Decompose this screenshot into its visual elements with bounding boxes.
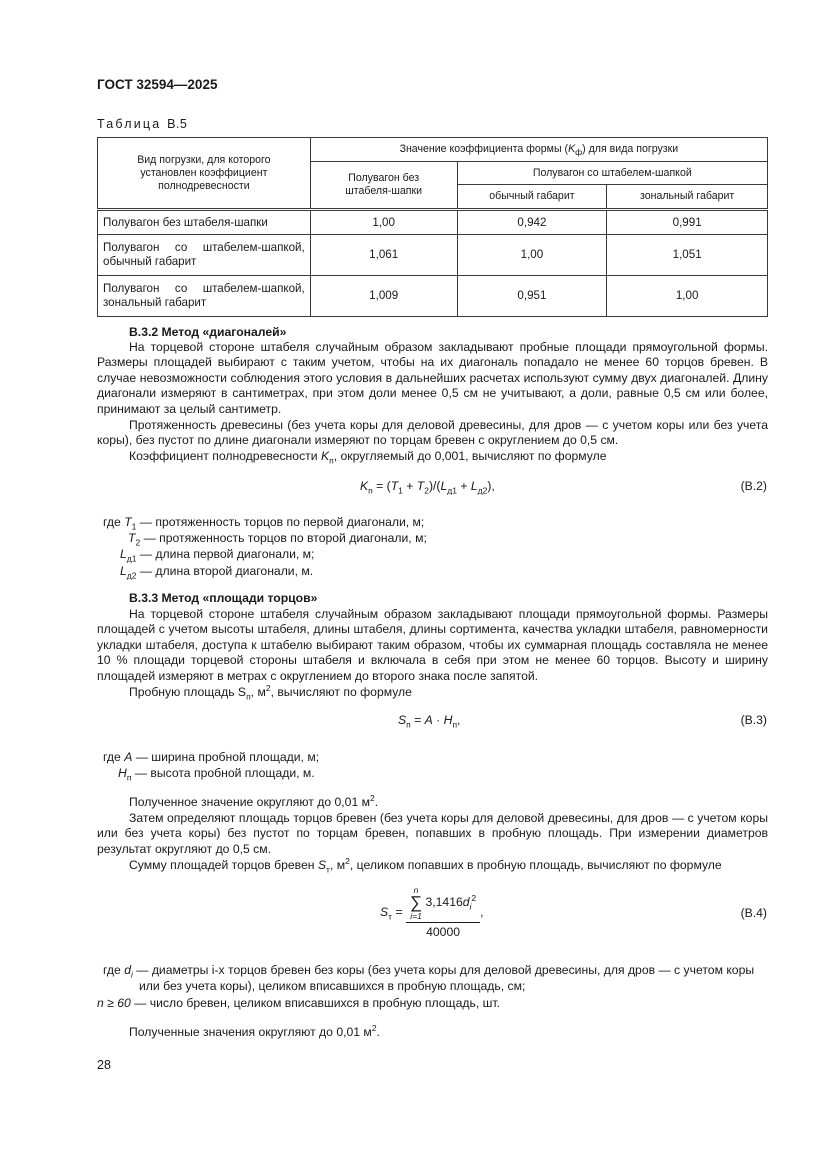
- subgroup-header-with-cap: Полувагон со штабелем-шапкой: [457, 162, 767, 185]
- form-coefficient-table: [97, 137, 768, 317]
- formula-b4: $S_т$ = n ∑ i=1 $3,1416d_i^2$ 40000 ,: [380, 885, 484, 939]
- cell-value: 0,942: [457, 210, 607, 235]
- row-label: Полувагон со штабелем-шапкой, зональный габарит: [98, 276, 311, 317]
- where-item: где $d_i$ — диаметры i-х торцов бревен без коры (без учета коры для деловой древесины, для дров — с учетом коры: [103, 963, 755, 980]
- formula-b2: $K_п = (T_1 + T_2)/(L_{д1} + L_{д2})$,: [360, 479, 495, 496]
- paragraph: Протяженность древесины (без учета коры для деловой древесины, для дров — с учетом коры или без учета коры), без пустот по длине диагонали измеряют по торцам бревен с округлением до 0,5 см.: [97, 418, 768, 448]
- formula-number: (В.3): [740, 713, 767, 727]
- cell-value: 1,051: [607, 235, 768, 276]
- table-row: [98, 210, 768, 235]
- col-header-loading-type: Вид погрузки, для которого установлен коэффициент полнодревесности: [98, 138, 311, 210]
- paragraph: Сумму площадей торцов бревен $S_т$, $м^2$, целиком попавших в пробную площадь, вычисляют по формуле: [129, 855, 722, 875]
- table-row: [98, 276, 768, 317]
- cell-value: 1,061: [310, 235, 457, 276]
- sum-symbol: n ∑ i=1: [409, 885, 423, 921]
- where-item: $L_{д1}$ — длина первой диагонали, м;: [120, 547, 315, 564]
- cell-value: 1,009: [310, 276, 457, 317]
- paragraph: На торцевой стороне штабеля случайным образом закладывают площади прямоугольной формы. Размеры площадей с учетом высоты штабеля, длины штабеля, длины сортимента, качества укладки штабеля, равномерности укладки штабеля, доступа к штабелю выбирают таким образом, чтобы их суммарная площадь составляла не менее 10 % площади торцевой стороны штабеля и включала в себя при этом не менее 60 торцов. Высоту и ширину площадей измеряют в метрах с округлением до второго знака после запятой.: [97, 607, 768, 683]
- formula-b3: $S_п = A \cdot H_п$,: [398, 713, 461, 730]
- col-header-no-cap: Полувагон без штабеля-шапки: [310, 162, 457, 210]
- where-item-continuation: или без учета коры), целиком вписавшихся в пробную площадь, см;: [139, 979, 526, 993]
- formula-number: (В.2): [740, 479, 767, 493]
- cell-value: 1,00: [607, 276, 768, 317]
- paragraph: Полученные значения округляют до 0,01 $м^2$.: [129, 1022, 380, 1039]
- document-header: ГОСТ 32594—2025: [97, 77, 218, 92]
- cell-value: 0,991: [607, 210, 768, 235]
- where-item: где A — ширина пробной площади, м;: [103, 750, 320, 764]
- paragraph: Коэффициент полнодревесности $K_п$, округляемый до 0,001, вычисляют по формуле: [129, 449, 607, 466]
- page-number: 28: [97, 1058, 111, 1072]
- paragraph: Затем определяют площадь торцов бревен (без учета коры для деловой древесины, для дров — с учетом коры или без учета коры) без пустот по торцам бревен, попавших в пробную площадь. При измерении диаметров результат округляют до 0,5 см.: [97, 811, 768, 856]
- where-item: где $T_1$ — протяженность торцов по первой диагонали, м;: [103, 515, 425, 532]
- section-heading-b32: В.3.2 Метод «диагоналей»: [129, 325, 287, 339]
- table-row: [98, 235, 768, 276]
- where-item: $T_2$ — протяженность торцов по второй диагонали, м;: [128, 531, 427, 548]
- col-header-normal-gauge: обычный габарит: [457, 185, 607, 210]
- formula-number: (В.4): [740, 906, 767, 920]
- paragraph: Пробную площадь $S_п$, $м^2$, вычисляют по формуле: [129, 682, 412, 702]
- fraction: n ∑ i=1 $3,1416d_i^2$ 40000: [406, 885, 480, 940]
- section-heading-b33: В.3.3 Метод «площади торцов»: [129, 591, 318, 605]
- paragraph: На торцевой стороне штабеля случайным образом закладывают пробные площади прямоугольной формы. Размеры площадей выбирают с таким учетом, чтобы на их диагональ попадало не менее 60 торцов бревен. В случае невозможности соблюдения этого условия в дальнейших расчетах используют сумму двух диагоналей. Длину диагонали измеряют в сантиметрах, при этом доли менее 0,5 см не учитывают, а доли, равные 0,5 см или более, принимают за целый сантиметр.: [97, 340, 768, 416]
- col-header-zonal-gauge: зональный габарит: [607, 185, 768, 210]
- group-header-form-coefficient: Значение коэффициента формы $(K_ф)$ для вида погрузки: [310, 138, 767, 162]
- table-caption-number: В.5: [167, 117, 188, 131]
- where-item: $H_п$ — высота пробной площади, м.: [118, 766, 315, 783]
- where-item: n ≥ 60 — число бревен, целиком вписавшихся в пробную площадь, шт.: [97, 996, 500, 1010]
- cell-value: 0,951: [457, 276, 607, 317]
- row-label: Полувагон без штабеля-шапки: [98, 210, 311, 235]
- table-caption: [97, 117, 187, 132]
- table-caption-word: Таблица: [97, 117, 162, 131]
- row-label: Полувагон со штабелем-шапкой, обычный габарит: [98, 235, 311, 276]
- cell-value: 1,00: [310, 210, 457, 235]
- where-item: $L_{д2}$ — длина второй диагонали, м.: [120, 564, 314, 581]
- cell-value: 1,00: [457, 235, 607, 276]
- paragraph: Полученное значение округляют до 0,01 $м^2$.: [129, 792, 379, 809]
